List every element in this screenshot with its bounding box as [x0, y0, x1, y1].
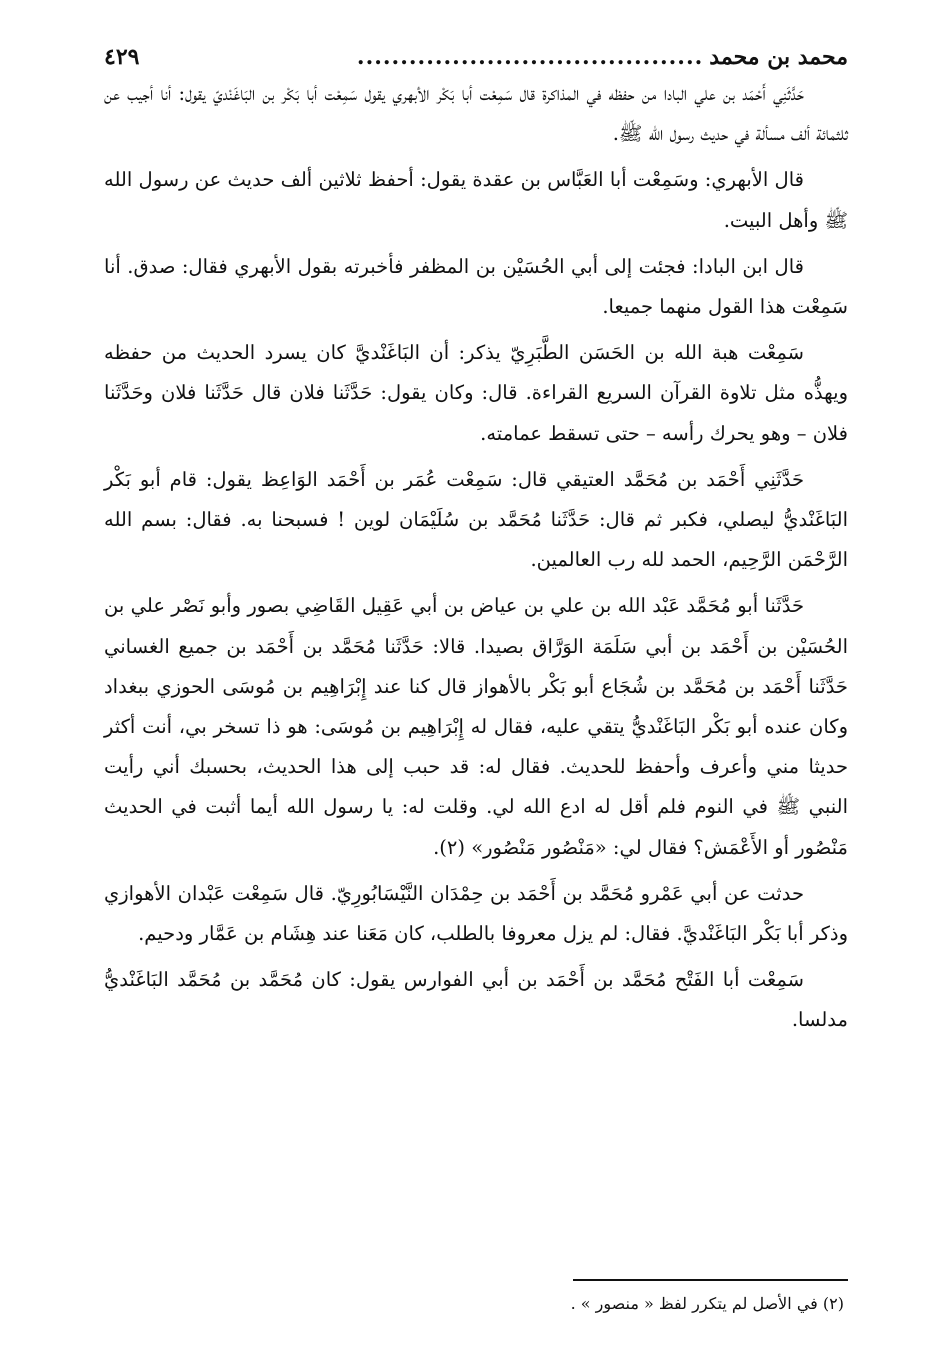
- paragraph-8: سَمِعْت أبا الفَتْح مُحَمَّد بن أَحْمَد بن أبي الفوارس يقول: كان مُحَمَّد بن مُحَمَّد البَاغَنْديُّ مدلسا.: [104, 968, 848, 1032]
- footnote: (٢) في الأصل لم يتكرر لفظ « منصور » .: [570, 1294, 844, 1313]
- leader-dots: ........................................: [356, 44, 704, 70]
- page-body: [104, 74, 848, 1047]
- paragraph-2: قال الأبهري: وسَمِعْت أبا العَبَّاس بن عقدة يقول: أحفظ ثلاثين ألف حديث عن رسول الله ﷺ وأهل البيت.: [104, 168, 848, 232]
- running-title: محمد بن محمد: [709, 44, 848, 70]
- paragraph-4: سَمِعْت هبة الله بن الحَسَن الطَّبَرِيّ يذكر: أن البَاغَنْديَّ كان يسرد الحديث من حفظه ويهذُّه مثل تلاوة القرآن السريع القراءة. قال: وكان يقول: حَدَّثَنا فلان قال حَدَّثَنا فلان وحَدَّثَنا فلان – وهو يحرك رأسه – حتى تسقط عمامته.: [104, 341, 848, 445]
- page-number: ٤٢٩: [104, 44, 140, 70]
- paragraph-6: حَدَّثَنا أبو مُحَمَّد عَبْد الله بن علي بن عياض بن أبي عَقِيل القَاضِي بصور وأبو نَصْر علي بن الحُسَيْن بن أَحْمَد بن أبي سَلَمَة الوَرَّاق بصيدا. قالا: حَدَّثَنا مُحَمَّد بن أَحْمَد بن جميع الغساني حَدَّثَنا أَحْمَد بن مُحَمَّد بن شُجَاع أبو بَكْر بالأهواز قال كنا عند إِبْرَاهِيم بن مُوسَى الحوزي ببغداد وكان عنده أبو بَكْر البَاغَنْديُّ يتقي عليه، فقال له إِبْرَاهِيم بن مُوسَى: هو ذا تسخر بي، أنت أكثر حديثا مني وأعرف وأحفظ للحديث. فقال له: قد حبب إلى هذا الحديث، بحسبك أني رأيت النبي ﷺ في النوم فلم أقل له ادع الله لي. وقلت له: يا رسول الله أيما أثبت في الحديث مَنْصُور أو الأَعْمَش؟ فقال لي: «مَنْصُور مَنْصُور» (٢).: [104, 594, 848, 859]
- paragraph-7: حدثت عن أبي عَمْرو مُحَمَّد بن أَحْمَد بن حِمْدَان النَّيْسَابُورِيّ. قال سَمِعْت عَبْدان الأهوازي وذكر أبا بَكْر البَاغَنْديَّ. فقال: لم يزل معروفا بالطلب، كان مَعَنا عند هِشَام بن عَمَّار ودحيم.: [104, 881, 848, 946]
- paragraph-3: قال ابن البادا: فجئت إلى أبي الحُسَيْن بن المظفر فأخبرته بقول الأبهري فقال: صدق. أنا سَمِعْت هذا القول منهما جميعا.: [104, 254, 848, 319]
- page-header: [104, 40, 848, 74]
- footnote-rule: [573, 1279, 848, 1281]
- paragraph-1: حَدَّثَنِي أَحْمَد بن علي البادا من حفظه في المذاكرة قال سَمِعْت أبا بَكْر الأبهري يقول سَمِعْت أبا بَكْر بن البَاغَنْديّ يقول: أنا أجيب عن ثلثمائة ألف مسألة في حديث رسول الله ﷺ.: [104, 82, 848, 146]
- paragraph-5: حَدَّثَنِي أَحْمَد بن مُحَمَّد العتيقي قال: سَمِعْت عُمَر بن أَحْمَد الوَاعِظ يقول: قام أبو بَكْر البَاغَنْديُّ ليصلي، فكبر ثم قال: حَدَّثَنا مُحَمَّد بن سُلَيْمَان لوين ! فسبحنا به. فقال: بسم الله الرَّحْمَن الرَّحِيم، الحمد لله رب العالمين.: [104, 467, 848, 572]
